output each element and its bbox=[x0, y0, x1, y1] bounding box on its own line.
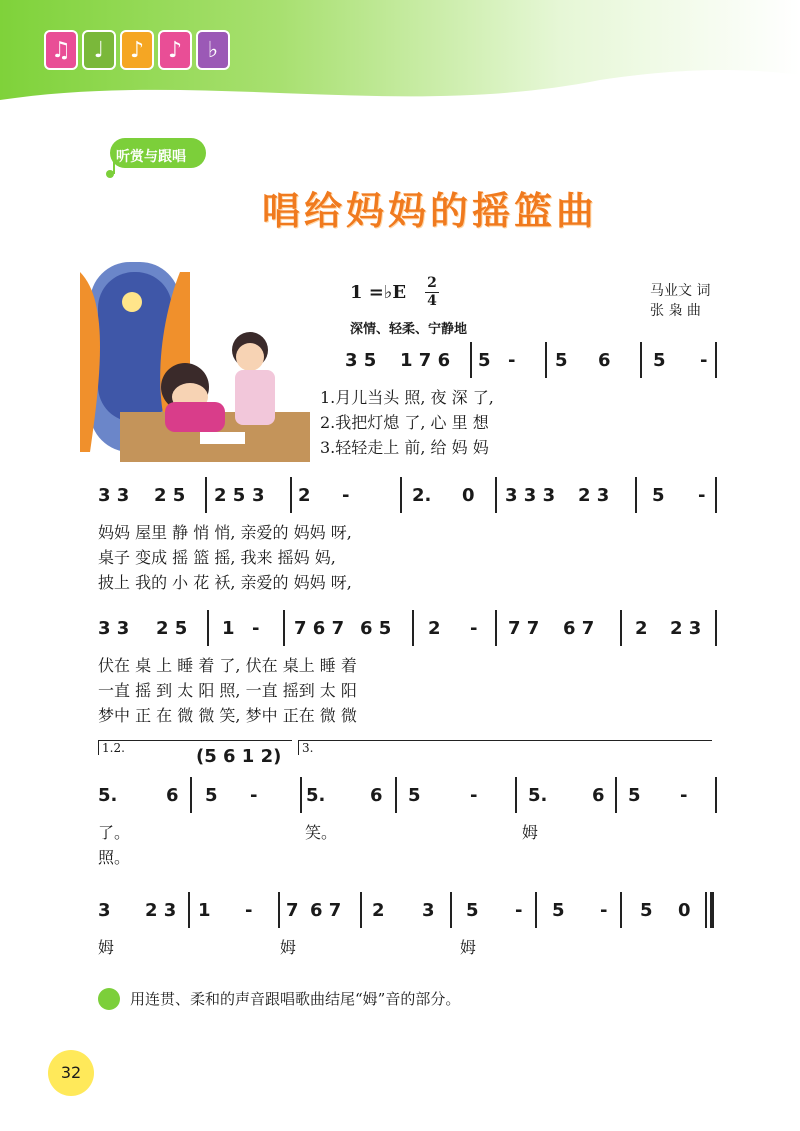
tempo-marking: 深情、轻柔、宁静地 bbox=[350, 322, 468, 337]
lyric-line: 2.我把灯熄 了, 心 里 想 bbox=[320, 413, 489, 432]
note: 2 bbox=[635, 618, 648, 639]
note: 7 6 7 bbox=[294, 618, 345, 639]
lyric-word: 姆 bbox=[522, 823, 539, 842]
lyric-word: 了。 bbox=[98, 823, 131, 842]
note: 5 bbox=[653, 350, 666, 371]
bar-line bbox=[715, 777, 717, 813]
note: - bbox=[252, 618, 260, 639]
bar-line bbox=[300, 777, 302, 813]
logo-note-icon: ♪ bbox=[158, 30, 192, 70]
bar-line bbox=[205, 477, 207, 513]
note: 5 bbox=[205, 785, 218, 806]
note: - bbox=[700, 350, 708, 371]
note: 2 5 bbox=[214, 485, 246, 506]
note: 2 bbox=[428, 618, 441, 639]
lyric-line: 伏在 桌 上 睡 着 了, 伏在 桌上 睡 着 bbox=[98, 656, 357, 675]
bar-line bbox=[620, 892, 622, 928]
note: 1 bbox=[198, 900, 211, 921]
bar-line bbox=[495, 610, 497, 646]
note: 3 3 bbox=[98, 618, 130, 639]
note: - bbox=[698, 485, 706, 506]
bar-line bbox=[615, 777, 617, 813]
logo-note-icon: ♪ bbox=[120, 30, 154, 70]
bar-line bbox=[400, 477, 402, 513]
note: 2 bbox=[372, 900, 385, 921]
bar-line bbox=[207, 610, 209, 646]
illustration bbox=[80, 262, 310, 472]
lyric-line: 3.轻轻走上 前, 给 妈 妈 bbox=[320, 438, 489, 457]
instruction-text: 用连贯、柔和的声音跟唱歌曲结尾“姆”音的部分。 bbox=[130, 990, 461, 1008]
note: 6 bbox=[592, 785, 605, 806]
note: 5 bbox=[628, 785, 641, 806]
bar-line bbox=[360, 892, 362, 928]
note: 2 5 bbox=[154, 485, 186, 506]
header-wave bbox=[0, 60, 800, 120]
note: 7 bbox=[286, 900, 299, 921]
final-bar-line bbox=[710, 892, 714, 928]
key-signature: 1 =♭E bbox=[350, 282, 407, 303]
note: 6 bbox=[370, 785, 383, 806]
bar-line bbox=[283, 610, 285, 646]
note: 5 bbox=[552, 900, 565, 921]
note: 3 5 bbox=[345, 350, 377, 371]
logo-note-icon: ♫ bbox=[44, 30, 78, 70]
note: 5 bbox=[466, 900, 479, 921]
note: 2. bbox=[412, 485, 432, 506]
note: 0 bbox=[678, 900, 691, 921]
note: - bbox=[470, 785, 478, 806]
note: 3 3 bbox=[98, 485, 130, 506]
note: - bbox=[508, 350, 516, 371]
composer: 张 枭 曲 bbox=[650, 303, 701, 319]
lyric-line: 1.月儿当头 照, 夜 深 了, bbox=[320, 388, 494, 407]
bar-line bbox=[495, 477, 497, 513]
bar-line bbox=[278, 892, 280, 928]
note: 2 3 bbox=[145, 900, 177, 921]
note: 7 7 bbox=[508, 618, 540, 639]
bar-line bbox=[535, 892, 537, 928]
volta-marking: 3. bbox=[298, 740, 712, 755]
lyric-word: 姆 bbox=[98, 938, 115, 957]
note: 6 7 bbox=[310, 900, 342, 921]
bar-line bbox=[395, 777, 397, 813]
logo-note-icon: ♩ bbox=[82, 30, 116, 70]
note: 3 bbox=[98, 900, 111, 921]
bar-line bbox=[705, 892, 707, 928]
page-title: 唱给妈妈的摇篮曲 bbox=[261, 189, 598, 233]
bar-line bbox=[545, 342, 547, 378]
note: - bbox=[342, 485, 350, 506]
note: - bbox=[245, 900, 253, 921]
note: 2 bbox=[298, 485, 311, 506]
time-signature: 2 4 bbox=[425, 276, 439, 309]
note: - bbox=[600, 900, 608, 921]
lyric-word: 姆 bbox=[460, 938, 477, 957]
note: 2 5 bbox=[156, 618, 188, 639]
lyricist: 马业文 词 bbox=[650, 283, 711, 299]
lyric-line: 披上 我的 小 花 袄, 亲爱的 妈妈 呀, bbox=[98, 573, 352, 592]
note: 5. bbox=[528, 785, 548, 806]
page-number: 32 bbox=[48, 1050, 94, 1096]
interlude-notes: (5 6 1 2) bbox=[196, 746, 282, 767]
note: 2 3 bbox=[670, 618, 702, 639]
note: 5 bbox=[478, 350, 491, 371]
bar-line bbox=[470, 342, 472, 378]
bar-line bbox=[515, 777, 517, 813]
lyric-line: 妈妈 屋里 静 悄 悄, 亲爱的 妈妈 呀, bbox=[98, 523, 352, 542]
note: 5. bbox=[98, 785, 118, 806]
lyric-line: 一直 摇 到 太 阳 照, 一直 摇到 太 阳 bbox=[98, 681, 357, 700]
note: - bbox=[680, 785, 688, 806]
lyric-line: 梦中 正 在 微 微 笑, 梦中 正在 微 微 bbox=[98, 706, 357, 725]
note: 2 3 bbox=[578, 485, 610, 506]
bar-line bbox=[635, 477, 637, 513]
bar-line bbox=[640, 342, 642, 378]
volta-marking: 1.2. bbox=[98, 740, 292, 755]
lyric-word: 照。 bbox=[98, 848, 131, 867]
bar-line bbox=[188, 892, 190, 928]
bar-line bbox=[620, 610, 622, 646]
lyric-word: 笑。 bbox=[305, 823, 338, 842]
bar-line bbox=[715, 610, 717, 646]
note: 5. bbox=[306, 785, 326, 806]
lyric-word: 姆 bbox=[280, 938, 297, 957]
bar-line bbox=[290, 477, 292, 513]
note: 1 bbox=[222, 618, 235, 639]
note: 5 bbox=[640, 900, 653, 921]
logo-note-icon: ♭ bbox=[196, 30, 230, 70]
bar-line bbox=[715, 477, 717, 513]
smile-icon bbox=[98, 988, 120, 1010]
note: 5 bbox=[652, 485, 665, 506]
note: 6 bbox=[166, 785, 179, 806]
note: 5 bbox=[555, 350, 568, 371]
note: - bbox=[250, 785, 258, 806]
note: 6 7 bbox=[563, 618, 595, 639]
section-badge-label: 听赏与跟唱 bbox=[116, 149, 186, 165]
note: 0 bbox=[462, 485, 475, 506]
note: 6 5 bbox=[360, 618, 392, 639]
bar-line bbox=[412, 610, 414, 646]
note: 1 7 6 bbox=[400, 350, 451, 371]
note: 5 bbox=[408, 785, 421, 806]
bar-line bbox=[715, 342, 717, 378]
note: 3 bbox=[252, 485, 265, 506]
note: 6 bbox=[598, 350, 611, 371]
bar-line bbox=[450, 892, 452, 928]
bar-line bbox=[190, 777, 192, 813]
note: 3 bbox=[422, 900, 435, 921]
lyric-line: 桌子 变成 摇 篮 摇, 我来 摇妈 妈, bbox=[98, 548, 336, 567]
note: - bbox=[515, 900, 523, 921]
note: - bbox=[470, 618, 478, 639]
note: 3 3 3 bbox=[505, 485, 556, 506]
